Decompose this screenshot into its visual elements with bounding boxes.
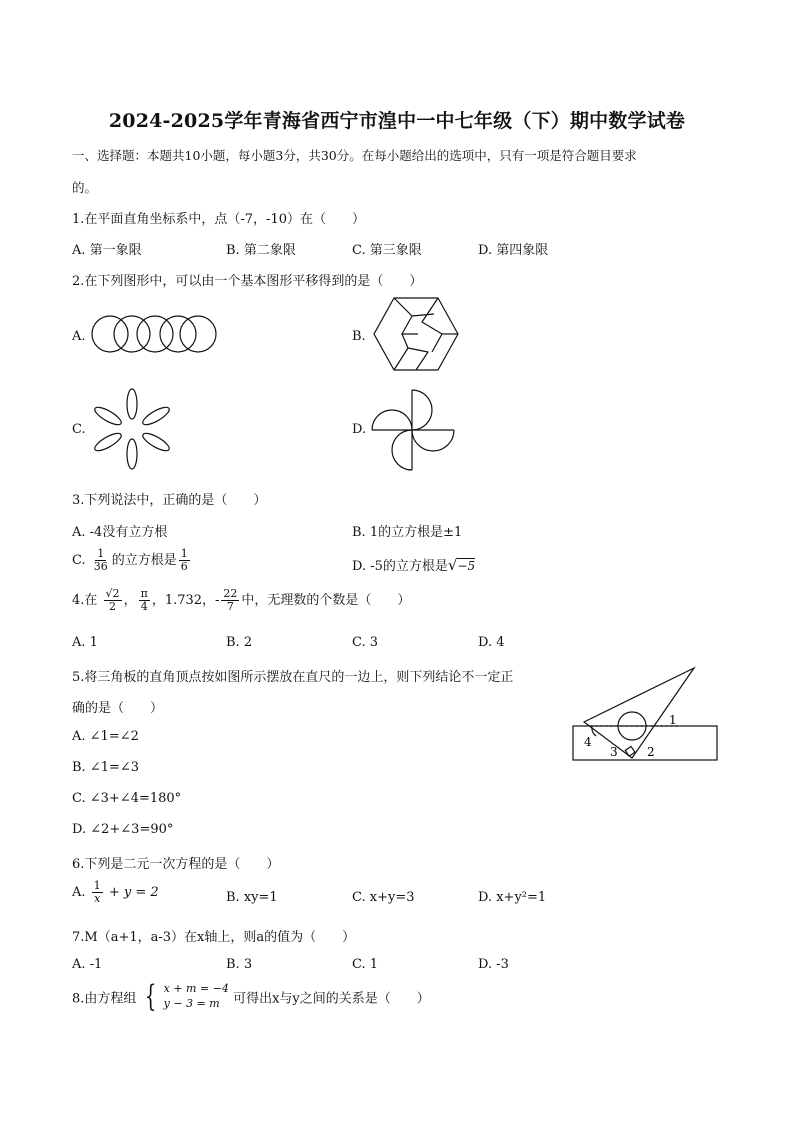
q8-eq2: y − 3 = m	[163, 997, 220, 1010]
q3-c-mid: 的立方根是	[111, 553, 177, 569]
q1-option-b: B. 第二象限	[226, 243, 296, 258]
q2-label-c: C.	[72, 422, 86, 437]
q6-a-den: x	[94, 892, 101, 906]
q1-option-a: A. 第一象限	[72, 243, 142, 258]
question-6-stem: 6.下列是二元一次方程的是（ ）	[72, 857, 280, 872]
q3-option-d	[352, 555, 475, 574]
q6-a-num: 1	[93, 879, 101, 892]
sqrt-sign: √	[447, 556, 458, 574]
q6-a-fraction	[92, 880, 103, 905]
q4-suffix: 中，无理数的个数是（ ）	[241, 593, 411, 609]
q5-option-a: A. ∠1=∠2	[72, 729, 139, 744]
q3-c-frac1-num: 1	[97, 547, 105, 560]
question-3-stem: 3.下列说法中，正确的是（ ）	[72, 493, 267, 508]
q3-c-frac2-den: 6	[180, 560, 188, 574]
q3-c-fraction-2	[179, 548, 190, 573]
q4-f2-den: 4	[140, 600, 148, 614]
q4-fraction-sqrt2	[104, 588, 122, 613]
q7-option-a: A. -1	[72, 957, 103, 972]
q8-prefix: 8.由方程组	[72, 991, 137, 1007]
q4-fraction-pi	[139, 588, 150, 613]
q4-option-a: A. 1	[72, 635, 98, 650]
q4-option-b: B. 2	[226, 635, 253, 650]
q1-option-c: C. 第三象限	[352, 243, 422, 258]
q6-a-rest: + y = 2	[108, 885, 159, 901]
q4-f2-num: π	[140, 587, 148, 600]
figure-label-3: 3	[610, 745, 618, 759]
q6-option-d: D. x+y²=1	[478, 890, 547, 905]
q4-sep1: ，	[123, 593, 137, 609]
q3-c-fraction-1	[92, 548, 110, 573]
q2-figure-d-pinwheel	[370, 388, 458, 472]
q5-option-b: B. ∠1=∠3	[72, 760, 140, 775]
q2-label-d: D.	[352, 422, 367, 437]
figure-label-4: 4	[584, 735, 592, 749]
question-1-stem: 1.在平面直角坐标系中，点（-7，-10）在（ ）	[72, 212, 366, 227]
section-instructions-line1: 一、选择题：本题共10小题，每小题3分，共30分。在每小题给出的选项中，只有一项是符合题目要求	[72, 148, 637, 163]
q3-option-c	[72, 548, 192, 573]
q6-a-prefix: A.	[72, 885, 86, 901]
q3-option-b: B. 1的立方根是±1	[352, 525, 463, 540]
q4-f3-num: 22	[223, 587, 238, 600]
q3-c-frac2-num: 1	[180, 547, 188, 560]
q3-d-prefix: D. -5的立方根是	[352, 559, 448, 574]
page-title: 2024-2025学年青海省西宁市湟中一中七年级（下）期中数学试卷	[108, 110, 686, 132]
q4-f1-den: 2	[109, 600, 117, 614]
q5-figure-setsquare-ruler	[570, 664, 720, 764]
q3-d-radicand: −5	[457, 559, 476, 573]
figure-label-1: 1	[669, 713, 677, 727]
q6-option-c: C. x+y=3	[352, 890, 415, 905]
q4-f3-den: 7	[226, 600, 234, 614]
question-5-stem-line2: 确的是（ ）	[72, 701, 164, 716]
q8-eq1: x + m = −4	[163, 982, 229, 996]
q5-option-c: C. ∠3+∠4=180°	[72, 791, 182, 806]
brace-symbol: {	[144, 979, 156, 1014]
q2-label-a: A.	[72, 329, 86, 344]
q2-figure-c-petals	[88, 388, 176, 472]
q6-option-a	[72, 880, 159, 905]
question-7-stem: 7.M（a+1，a-3）在x轴上，则a的值为（ ）	[72, 930, 356, 945]
q7-option-c: C. 1	[352, 957, 379, 972]
q6-option-b: B. xy=1	[226, 890, 278, 905]
q7-option-d: D. -3	[478, 957, 509, 972]
q8-equation-system	[160, 982, 229, 1012]
q3-c-frac1-den: 36	[93, 560, 108, 574]
q4-mid: ，1.732，-	[151, 593, 220, 609]
q1-option-d: D. 第四象限	[478, 243, 549, 258]
question-2-stem: 2.在下列图形中，可以由一个基本图形平移得到的是（ ）	[72, 274, 423, 289]
q8-suffix: 可得出x与y之间的关系是（ ）	[233, 991, 430, 1007]
q2-figure-a-rings	[90, 310, 220, 360]
q2-label-b: B.	[352, 329, 366, 344]
q4-prefix: 4.在	[72, 593, 98, 609]
section-instructions-line2: 的。	[72, 180, 98, 195]
q3-option-a: A. -4没有立方根	[72, 525, 168, 540]
question-4-stem	[72, 588, 410, 613]
q4-f1-num: √2	[105, 587, 120, 600]
q4-option-c: C. 3	[352, 635, 379, 650]
q3-c-prefix: C.	[72, 553, 86, 569]
figure-label-2: 2	[647, 745, 655, 759]
q4-fraction-22-7	[221, 588, 239, 613]
question-5-stem-line1: 5.将三角板的直角顶点按如图所示摆放在直尺的一边上，则下列结论不一定正	[72, 670, 514, 685]
question-8-stem	[72, 979, 430, 1014]
q2-figure-b-hexagon	[372, 296, 460, 374]
q7-option-b: B. 3	[226, 957, 253, 972]
q4-option-d: D. 4	[478, 635, 505, 650]
q5-option-d: D. ∠2+∠3=90°	[72, 822, 174, 837]
